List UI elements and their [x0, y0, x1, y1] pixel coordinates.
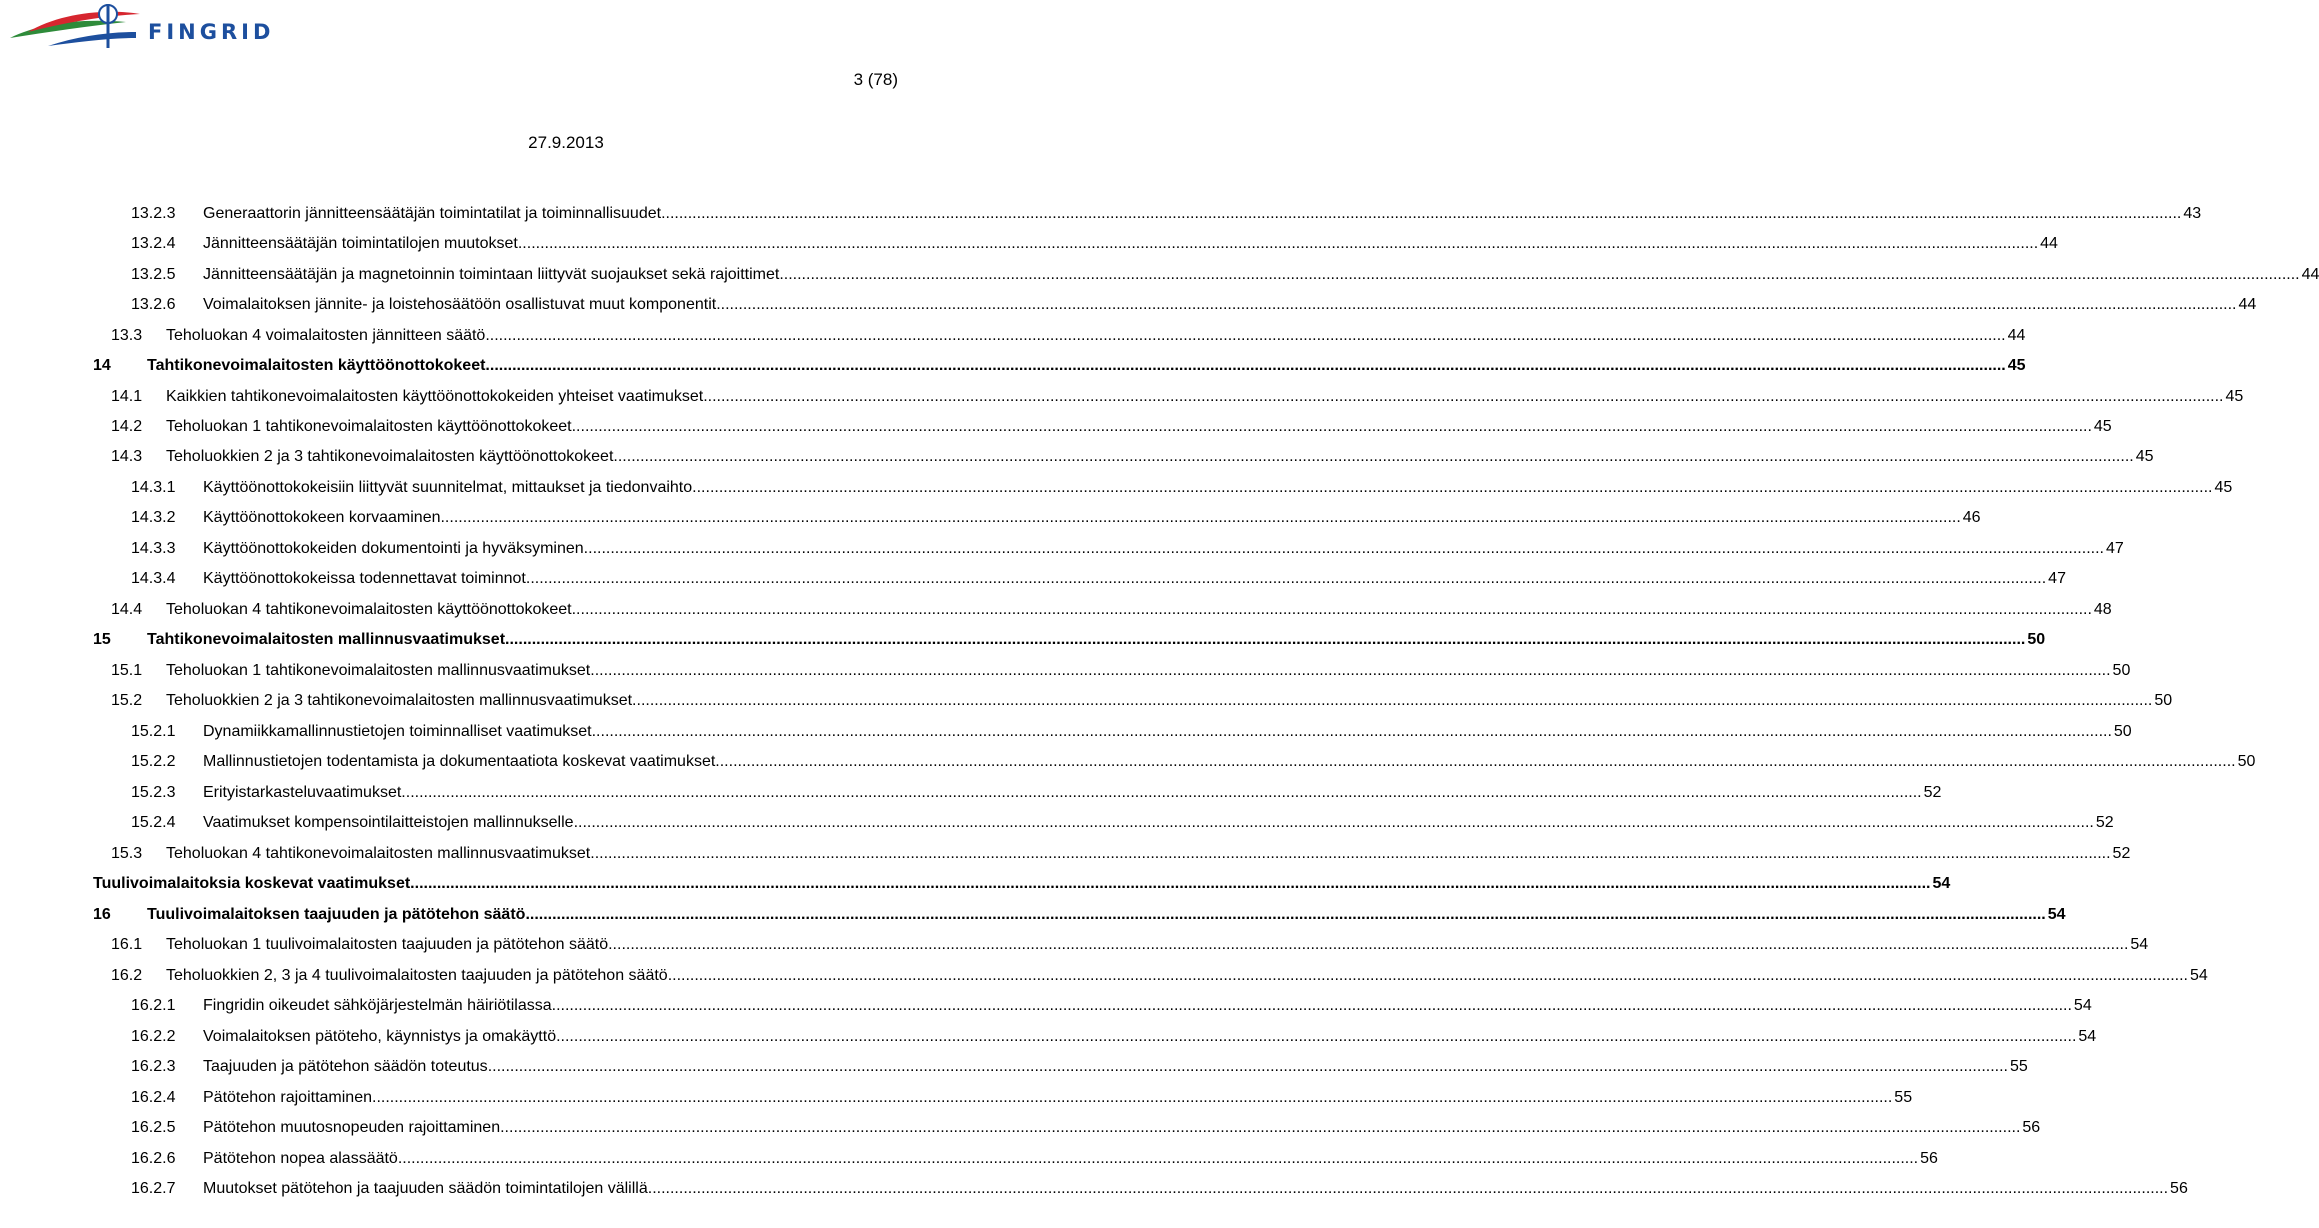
toc-entry[interactable] [131, 266, 2319, 290]
toc-entry-page: 50 [2237, 753, 2256, 770]
toc-entry-title: Dynamiikkamallinnustietojen toiminnalliset vaatimukset [203, 723, 592, 740]
toc-dot-leader [372, 1089, 1892, 1107]
toc-dot-leader [590, 662, 2110, 680]
toc-entry-title: Tahtikonevoimalaitosten mallinnusvaatimukset [147, 631, 506, 648]
toc-entry-page: 45 [2007, 357, 2026, 374]
toc-entry-number: 16.2.3 [131, 1058, 176, 1075]
toc-dot-leader [584, 540, 2104, 558]
toc-entry-title: Teholuokan 4 voimalaitosten jännitteen säätö [166, 327, 486, 344]
toc-entry-number: 14.2 [111, 418, 143, 435]
toc-entry-title: Käyttöönottokokeissa todennettavat toiminnot [203, 570, 526, 587]
logo-wordmark: FINGRID [148, 20, 275, 44]
toc-entry[interactable] [111, 418, 2112, 442]
toc-entry-title: Jännitteensäätäjän toimintatilojen muutokset [203, 235, 518, 252]
toc-entry-title: Vaatimukset kompensointilaitteistojen mallinnukselle [203, 814, 574, 831]
toc-entry[interactable] [131, 1089, 1913, 1113]
document-date: 27.9.2013 [528, 133, 604, 152]
toc-entry-page: 56 [2170, 1180, 2188, 1197]
toc-entry[interactable] [131, 1180, 2188, 1204]
toc-entry-page: 54 [2078, 1028, 2097, 1045]
toc-entry[interactable] [93, 631, 2046, 655]
toc-entry[interactable] [131, 205, 2202, 229]
toc-entry[interactable] [131, 1058, 2028, 1082]
toc-entry-number: 15.2 [111, 692, 143, 709]
toc-entry-page: 45 [2093, 418, 2112, 435]
toc-entry-page: 55 [1894, 1089, 1913, 1106]
toc-entry-title: Pätötehon rajoittaminen [203, 1089, 372, 1106]
toc-entry-page: 45 [2135, 448, 2154, 465]
toc-dot-leader [590, 845, 2110, 863]
toc-entry-title: Jännitteensäätäjän ja magnetoinnin toimintaan liittyvät suojaukset sekä rajoittimet [203, 266, 780, 283]
toc-entry-title: Voimalaitoksen pätöteho, käynnistys ja omakäyttö [203, 1028, 557, 1045]
toc-entry-title: Teholuokan 1 tahtikonevoimalaitosten mallinnusvaatimukset [166, 662, 591, 679]
toc-dot-leader [592, 723, 2112, 741]
toc-entry[interactable] [131, 753, 2256, 777]
toc-entry-number: 14.4 [111, 601, 143, 618]
toc-entry-title: Käyttöönottokokeiden dokumentointi ja hyväksyminen [203, 540, 584, 557]
toc-entry-page: 50 [2154, 692, 2173, 709]
toc-entry[interactable] [131, 723, 2132, 747]
toc-entry-page: 47 [2048, 570, 2066, 587]
toc-entry-number: 14.3.1 [131, 479, 176, 496]
toc-entry[interactable] [131, 997, 2092, 1021]
toc-entry-number: 14 [93, 357, 111, 374]
toc-entry-number: 15.1 [111, 662, 143, 679]
toc-dot-leader [716, 296, 2236, 314]
toc-entry-page: 44 [2040, 235, 2058, 252]
toc-entry-title: Tahtikonevoimalaitosten käyttöönottokokeet [147, 357, 486, 374]
toc-entry-number: 15.2.1 [131, 723, 176, 740]
toc-dot-leader [488, 1058, 2008, 1076]
toc-entry[interactable] [111, 601, 2112, 625]
toc-entry[interactable] [131, 1028, 2097, 1052]
toc-entry[interactable] [93, 357, 2026, 381]
toc-entry-page: 44 [2238, 296, 2257, 313]
toc-dot-leader [525, 906, 2045, 924]
toc-entry[interactable] [111, 967, 2208, 991]
toc-entry-page: 44 [2007, 327, 2026, 344]
toc-entry-title: Teholuokan 1 tahtikonevoimalaitosten käyttöönottokokeet [166, 418, 572, 435]
toc-entry[interactable] [131, 1119, 2041, 1143]
toc-dot-leader [485, 327, 2005, 345]
toc-entry[interactable] [111, 448, 2154, 472]
toc-dot-leader [668, 967, 2188, 985]
toc-entry-page: 46 [1962, 509, 1981, 526]
toc-dot-leader [398, 1150, 1918, 1168]
toc-entry-number: 16.2.2 [131, 1028, 176, 1045]
toc-entry-title: Taajuuden ja pätötehon säädön toteutus [203, 1058, 488, 1075]
toc-entry-page: 52 [2112, 845, 2131, 862]
toc-entry-page: 55 [2009, 1058, 2028, 1075]
toc-entry-title: Teholuokan 1 tuulivoimalaitosten taajuuden ja pätötehon säätö [166, 936, 609, 953]
toc-entry-number: 14.3 [111, 448, 143, 465]
toc-entry-number: 16.1 [111, 936, 143, 953]
toc-entry-number: 16.2.5 [131, 1119, 176, 1136]
toc-entry-page: 45 [2225, 388, 2244, 405]
toc-entry-title: Käyttöönottokokeen korvaaminen [203, 509, 441, 526]
toc-entry-title: Tuulivoimalaitoksen taajuuden ja pätötehon säätö [147, 906, 526, 923]
toc-entry-page: 56 [2022, 1119, 2041, 1136]
toc-entry-number: 13.2.4 [131, 235, 176, 252]
toc-entry-title: Mallinnustietojen todentamista ja dokumentaatiota koskevat vaatimukset [203, 753, 716, 770]
toc-entry-page: 45 [2214, 479, 2233, 496]
toc-entry-page: 54 [2130, 936, 2149, 953]
page-number: 3 (78) [853, 70, 898, 89]
toc-entry[interactable] [111, 692, 2173, 716]
toc-entry[interactable] [131, 296, 2257, 320]
toc-entry-number: 13.2.3 [131, 205, 176, 222]
toc-entry-title: Erityistarkasteluvaatimukset [203, 784, 402, 801]
toc-entry-page: 50 [2027, 631, 2046, 648]
toc-entry[interactable] [111, 845, 2131, 869]
toc-entry-number: 15.3 [111, 845, 143, 862]
toc-dot-leader [500, 1119, 2020, 1137]
toc-entry-title: Generaattorin jännitteensäätäjän toimintatilat ja toiminnallisuudet [203, 205, 662, 222]
toc-entry-number: 16.2.1 [131, 997, 176, 1014]
toc-entry-number: 15.2.3 [131, 784, 176, 801]
toc-dot-leader [648, 1180, 2168, 1198]
toc-entry[interactable] [131, 570, 2066, 594]
toc-entry[interactable] [111, 662, 2131, 686]
toc-dot-leader [661, 205, 2181, 223]
toc-entry-title: Teholuokkien 2, 3 ja 4 tuulivoimalaitosten taajuuden ja pätötehon säätö [166, 967, 668, 984]
toc-entry-title: Teholuokkien 2 ja 3 tahtikonevoimalaitosten mallinnusvaatimukset [166, 692, 633, 709]
toc-entry-number: 16.2.6 [131, 1150, 176, 1167]
toc-entry[interactable] [131, 1150, 1938, 1174]
toc-entry-title: Pätötehon muutosnopeuden rajoittaminen [203, 1119, 501, 1136]
toc-dot-leader [779, 266, 2299, 284]
toc-entry[interactable] [111, 388, 2244, 412]
toc-dot-leader [572, 418, 2092, 436]
toc-dot-leader [692, 479, 2212, 497]
toc-entry-page: 44 [2301, 266, 2319, 283]
toc-entry[interactable] [131, 814, 2114, 838]
toc-entry-title: Kaikkien tahtikonevoimalaitosten käyttöönottokokeiden yhteiset vaatimukset [166, 388, 704, 405]
toc-entry-title: Muutokset pätötehon ja taajuuden säädön toimintatilojen välillä [203, 1180, 648, 1197]
toc-entry-page: 43 [2183, 205, 2202, 222]
toc-entry[interactable] [131, 784, 1942, 808]
toc-entry[interactable] [131, 479, 2233, 503]
toc-entry[interactable] [93, 875, 1951, 899]
toc-entry-number: 15.2.4 [131, 814, 176, 831]
toc-dot-leader [613, 448, 2133, 466]
toc-entry-page: 50 [2112, 662, 2131, 679]
toc-entry-number: 14.3.3 [131, 540, 176, 557]
toc-entry[interactable] [131, 509, 1981, 533]
toc-dot-leader [608, 936, 2128, 954]
toc-dot-leader [572, 601, 2092, 619]
toc-entry-number: 15.2.2 [131, 753, 176, 770]
toc-entry-number: 14.1 [111, 388, 143, 405]
toc-entry-page: 56 [1920, 1150, 1938, 1167]
toc-entry-page: 52 [2095, 814, 2114, 831]
toc-entry-number: 14.3.4 [131, 570, 176, 587]
toc-entry-page: 54 [1932, 875, 1951, 892]
toc-entry-number: 16.2.7 [131, 1180, 176, 1197]
toc-entry-title: Teholuokkien 2 ja 3 tahtikonevoimalaitosten käyttöönottokokeet [166, 448, 614, 465]
toc-entry-number: 16.2.4 [131, 1089, 176, 1106]
fingrid-logo [8, 2, 308, 52]
toc-entry[interactable] [131, 540, 2124, 564]
toc-dot-leader [574, 814, 2094, 832]
toc-entry-title: Pätötehon nopea alassäätö [203, 1150, 398, 1167]
toc-entry-page: 54 [2047, 906, 2066, 923]
toc-entry-page: 54 [2073, 997, 2092, 1014]
toc-entry-number: 14.3.2 [131, 509, 176, 526]
toc-dot-leader [556, 1028, 2076, 1046]
toc-entry-title: Fingridin oikeudet sähköjärjestelmän häiriötilassa [203, 997, 552, 1014]
fingrid-logo-mark-icon [8, 2, 148, 52]
toc-dot-leader [552, 997, 2072, 1015]
toc-entry-number: 13.3 [111, 327, 143, 344]
toc-dot-leader [410, 875, 1930, 893]
toc-entry-title: Teholuokan 4 tahtikonevoimalaitosten mallinnusvaatimukset [166, 845, 591, 862]
toc-entry-number: 16 [93, 906, 111, 923]
toc-entry-title: Tuulivoimalaitoksia koskevat vaatimukset [93, 875, 411, 892]
toc-dot-leader [703, 388, 2223, 406]
toc-dot-leader [505, 631, 2025, 649]
toc-entry-page: 52 [1923, 784, 1942, 801]
toc-entry[interactable] [111, 327, 2026, 351]
toc-entry-number: 13.2.5 [131, 266, 176, 283]
toc-entry[interactable] [93, 906, 2066, 930]
toc-dot-leader [526, 570, 2046, 588]
toc-entry[interactable] [131, 235, 2058, 259]
toc-entry-page: 48 [2093, 601, 2112, 618]
toc-entry-page: 54 [2189, 967, 2208, 984]
toc-dot-leader [632, 692, 2152, 710]
toc-entry-number: 16.2 [111, 967, 143, 984]
toc-entry-number: 15 [93, 631, 111, 648]
toc-entry-title: Käyttöönottokokeisiin liittyvät suunnitelmat, mittaukset ja tiedonvaihto [203, 479, 693, 496]
toc-entry-number: 13.2.6 [131, 296, 176, 313]
toc-entry[interactable] [111, 936, 2149, 960]
toc-entry-page: 47 [2105, 540, 2124, 557]
toc-dot-leader [485, 357, 2005, 375]
toc-dot-leader [715, 753, 2235, 771]
toc-dot-leader [401, 784, 1921, 802]
toc-entry-title: Voimalaitoksen jännite- ja loistehosäätöön osallistuvat muut komponentit [203, 296, 717, 313]
toc-dot-leader [440, 509, 1960, 527]
toc-dot-leader [518, 235, 2038, 253]
toc-entry-page: 50 [2113, 723, 2132, 740]
toc-entry-title: Teholuokan 4 tahtikonevoimalaitosten käyttöönottokokeet [166, 601, 572, 618]
